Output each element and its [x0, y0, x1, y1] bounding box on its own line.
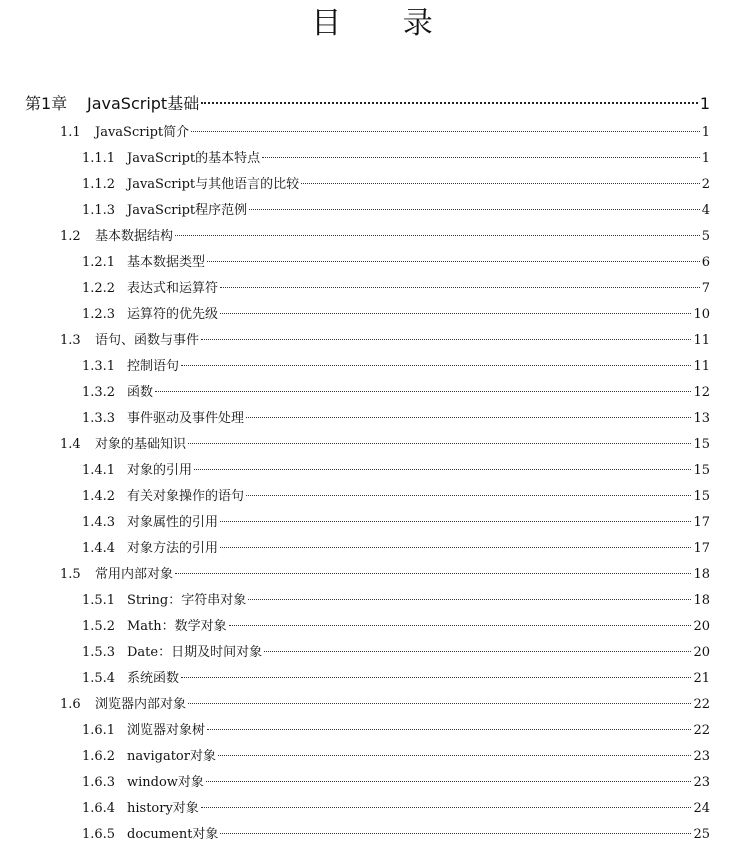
toc-entry[interactable]	[0, 120, 744, 146]
toc-entry-number: 1.1.1	[82, 151, 116, 166]
toc-entry-title: 语句、函数与事件	[95, 333, 200, 348]
toc-dot-leader	[220, 521, 691, 522]
toc-dot-leader	[188, 703, 691, 704]
toc-entry[interactable]	[0, 328, 744, 354]
toc-entry[interactable]	[0, 198, 744, 224]
toc-entry-page: 7	[701, 281, 710, 296]
toc-entry[interactable]	[0, 510, 744, 536]
toc-entry-title: 浏览器对象树	[127, 723, 206, 738]
toc-entry-page: 13	[693, 411, 710, 426]
toc-entry[interactable]	[0, 432, 744, 458]
toc-entry[interactable]	[0, 250, 744, 276]
toc-dot-leader	[201, 102, 698, 104]
toc-entry-number: 1.4.3	[82, 515, 116, 530]
toc-entry-title: window对象	[127, 775, 204, 790]
toc-entry-title: 对象属性的引用	[127, 515, 219, 530]
toc-entry-number: 1.1.2	[82, 177, 116, 192]
toc-dot-leader	[201, 807, 692, 808]
toc-entry[interactable]	[0, 796, 744, 822]
toc-entry-page: 2	[701, 177, 710, 192]
toc-entry-number: 1.4.2	[82, 489, 116, 504]
toc-dot-leader	[181, 365, 691, 366]
toc-entry-page: 15	[693, 489, 710, 504]
toc-entry-page: 12	[693, 385, 710, 400]
toc-entry-number: 1.3.2	[82, 385, 116, 400]
toc-entry-title: document对象	[127, 827, 219, 842]
toc-entry-page: 23	[693, 775, 710, 790]
toc-entry-title: Math：数学对象	[127, 619, 227, 634]
toc-entry-page: 23	[693, 749, 710, 764]
toc-entry[interactable]	[0, 666, 744, 692]
toc-entry[interactable]	[0, 588, 744, 614]
toc-entry-number: 1.5.2	[82, 619, 116, 634]
toc-dot-leader	[194, 469, 691, 470]
toc-dot-leader	[262, 157, 700, 158]
toc-entry-number: 1.6.4	[82, 801, 116, 816]
toc-entry[interactable]	[0, 302, 744, 328]
toc-entry-number: 1.5	[60, 567, 81, 582]
toc-dot-leader	[249, 209, 700, 210]
toc-entry[interactable]	[0, 380, 744, 406]
toc-entry-number: 1.6.5	[82, 827, 116, 842]
toc-dot-leader	[206, 781, 692, 782]
toc-dot-leader	[229, 625, 692, 626]
toc-dot-leader	[175, 573, 691, 574]
toc-dot-leader	[191, 131, 700, 132]
toc-entry-page: 11	[693, 333, 710, 348]
toc-entry-page: 24	[693, 801, 710, 816]
toc-entry[interactable]	[0, 172, 744, 198]
toc-entry-number: 1.3.1	[82, 359, 116, 374]
toc-entry-page: 4	[701, 203, 710, 218]
toc-entry[interactable]	[0, 614, 744, 640]
toc-entry-title: 基本数据类型	[127, 255, 206, 270]
toc-dot-leader	[301, 183, 700, 184]
toc-dot-leader	[220, 547, 691, 548]
toc-entry-title: Date：日期及时间对象	[127, 645, 263, 660]
toc-entry-number: 1.6.1	[82, 723, 116, 738]
toc-entry-title: 控制语句	[127, 359, 180, 374]
toc-entry[interactable]	[0, 484, 744, 510]
toc-entry-title: 对象的引用	[127, 463, 193, 478]
toc-entry-page: 22	[693, 723, 710, 738]
toc-entry-page: 22	[693, 697, 710, 712]
toc-entry-title: 基本数据结构	[95, 229, 174, 244]
toc-entry-page: 18	[693, 593, 710, 608]
toc-entry-number: 1.3.3	[82, 411, 116, 426]
toc-entry[interactable]	[0, 822, 744, 848]
toc-heading: 目 录	[311, 6, 459, 41]
toc-entry-number: 1.1	[60, 125, 81, 140]
toc-dot-leader	[201, 339, 691, 340]
toc-entry-title: 对象的基础知识	[95, 437, 187, 452]
toc-entry-title: 系统函数	[127, 671, 180, 686]
toc-entry-number: 1.5.4	[82, 671, 116, 686]
toc-entry-page: 11	[693, 359, 710, 374]
toc-entry[interactable]	[0, 354, 744, 380]
toc-entry-number: 1.4	[60, 437, 81, 452]
toc-entry-title: 表达式和运算符	[127, 281, 219, 296]
toc-dot-leader	[188, 443, 691, 444]
toc-entry-number: 1.6.2	[82, 749, 116, 764]
toc-dot-leader	[246, 417, 691, 418]
toc-entry-page: 15	[693, 437, 710, 452]
toc-entry-number: 1.2.1	[82, 255, 116, 270]
toc-entry-title: 函数	[127, 385, 154, 400]
toc-entry-number: 1.5.1	[82, 593, 116, 608]
toc-entry[interactable]	[0, 536, 744, 562]
toc-entry-number: 1.4.1	[82, 463, 116, 478]
toc-entry[interactable]	[0, 406, 744, 432]
toc-entry-title: JavaScript的基本特点	[127, 151, 261, 166]
toc-entry-number: 第1章	[25, 94, 68, 113]
toc-dot-leader	[218, 755, 691, 756]
toc-entry[interactable]	[0, 224, 744, 250]
toc-entry-number: 1.2.3	[82, 307, 116, 322]
toc-entry-page: 6	[701, 255, 710, 270]
toc-dot-leader	[248, 599, 691, 600]
toc-dot-leader	[175, 235, 700, 236]
table-of-contents	[0, 88, 744, 848]
toc-entry[interactable]	[0, 458, 744, 484]
toc-entry-number: 1.1.3	[82, 203, 116, 218]
toc-dot-leader	[207, 261, 700, 262]
toc-entry[interactable]	[0, 770, 744, 796]
toc-entry-number: 1.2.2	[82, 281, 116, 296]
toc-entry-title: JavaScript与其他语言的比较	[127, 177, 300, 192]
toc-entry-title: JavaScript程序范例	[127, 203, 248, 218]
toc-entry-title: 对象方法的引用	[127, 541, 219, 556]
toc-entry-title: navigator对象	[127, 749, 216, 764]
toc-entry-page: 1	[699, 94, 710, 113]
toc-entry-page: 20	[693, 619, 710, 634]
toc-entry-number: 1.5.3	[82, 645, 116, 660]
toc-entry[interactable]	[0, 146, 744, 172]
toc-dot-leader	[181, 677, 691, 678]
toc-dot-leader	[155, 391, 691, 392]
toc-entry[interactable]	[0, 744, 744, 770]
toc-entry-title: history对象	[127, 801, 199, 816]
toc-entry[interactable]	[0, 276, 744, 302]
toc-entry-title: JavaScript简介	[95, 125, 190, 140]
toc-dot-leader	[220, 313, 691, 314]
toc-entry-page: 21	[693, 671, 710, 686]
toc-entry[interactable]	[0, 640, 744, 666]
toc-entry-page: 17	[693, 541, 710, 556]
toc-entry-page: 25	[693, 827, 710, 842]
toc-entry-title: 事件驱动及事件处理	[127, 411, 245, 426]
toc-dot-leader	[207, 729, 691, 730]
toc-entry-title: 有关对象操作的语句	[127, 489, 245, 504]
toc-entry-title: 浏览器内部对象	[95, 697, 187, 712]
toc-dot-leader	[246, 495, 691, 496]
toc-dot-leader	[220, 287, 700, 288]
toc-entry-page: 10	[693, 307, 710, 322]
toc-entry-number: 1.6.3	[82, 775, 116, 790]
toc-entry-page: 5	[701, 229, 710, 244]
toc-entry[interactable]	[0, 562, 744, 588]
toc-entry-page: 1	[701, 125, 710, 140]
toc-entry-number: 1.4.4	[82, 541, 116, 556]
toc-entry-page: 17	[693, 515, 710, 530]
toc-entry[interactable]	[0, 718, 744, 744]
toc-entry[interactable]	[0, 88, 744, 120]
toc-entry-title: 运算符的优先级	[127, 307, 219, 322]
toc-entry-title: JavaScript基础	[87, 94, 200, 113]
toc-entry-page: 20	[693, 645, 710, 660]
toc-entry-page: 1	[701, 151, 710, 166]
toc-entry-page: 15	[693, 463, 710, 478]
toc-entry-number: 1.2	[60, 229, 81, 244]
toc-dot-leader	[220, 833, 691, 834]
toc-entry-number: 1.3	[60, 333, 81, 348]
toc-entry[interactable]	[0, 692, 744, 718]
toc-dot-leader	[264, 651, 691, 652]
toc-entry-number: 1.6	[60, 697, 81, 712]
toc-entry-title: String：字符串对象	[127, 593, 247, 608]
toc-entry-title: 常用内部对象	[95, 567, 174, 582]
toc-entry-page: 18	[693, 567, 710, 582]
